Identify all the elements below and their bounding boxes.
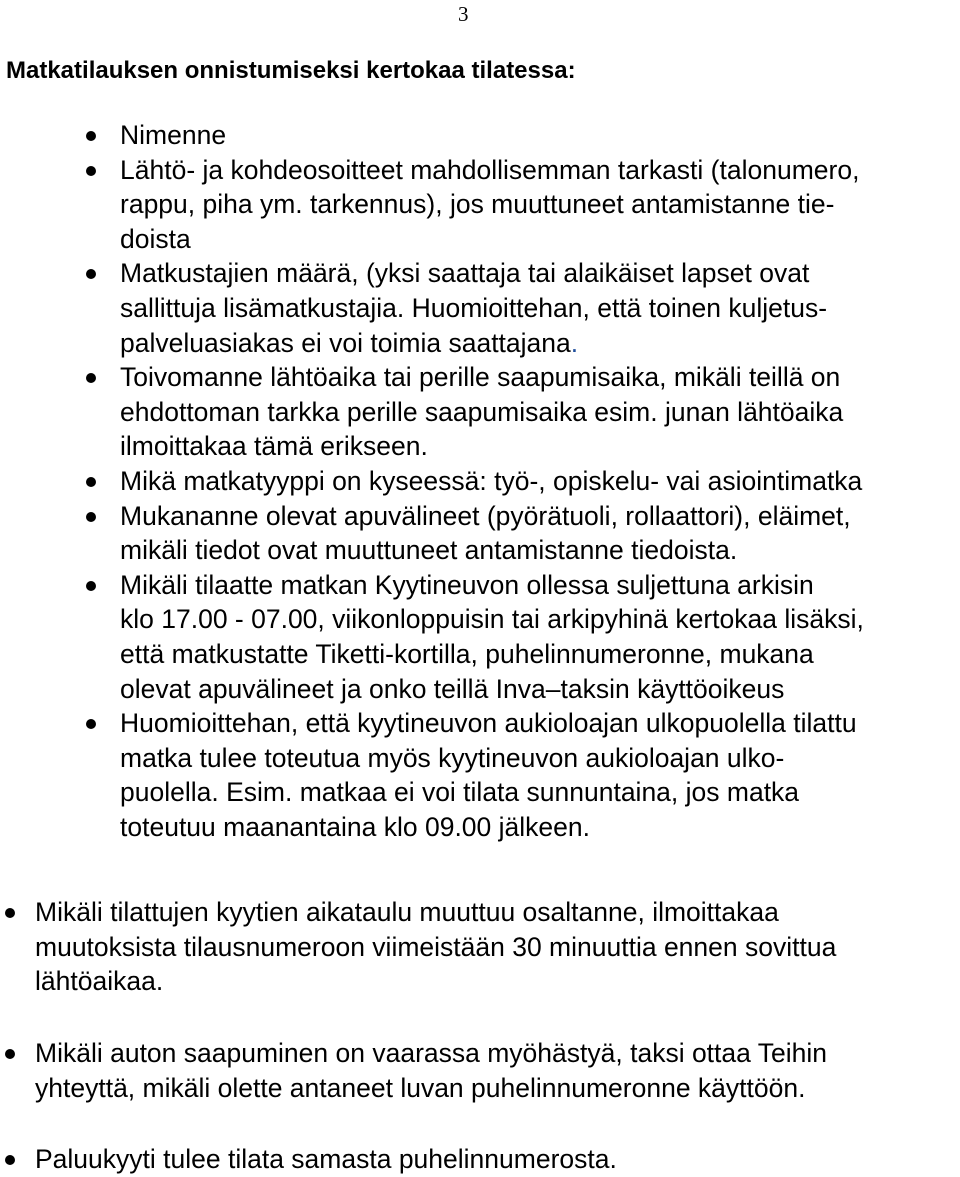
bullet-icon (86, 166, 96, 176)
page-number: 3 (458, 2, 469, 26)
bullet-icon (5, 1049, 15, 1059)
list-item-line: Nimenne (120, 120, 227, 150)
list-item-name (120, 118, 960, 153)
list-item-line-with-accent (120, 326, 960, 361)
list-item-line: ilmoittakaa tämä erikseen. (120, 431, 428, 462)
list-item-line: Huomioittehan, että kyytineuvon aukioloajan ulkopuolella tilattu (120, 708, 857, 739)
bullet-icon (86, 581, 96, 591)
list-item-line: puolella. Esim. matkaa ei voi tilata sunnuntaina, jos matka (120, 777, 800, 808)
list-item-text: palveluasiakas ei voi toimia saattajana (120, 327, 571, 358)
list-item-line: matka tulee toteutua myös kyytineuvon aukioloajan ulko- (120, 742, 785, 773)
list-item-after-hours (120, 568, 960, 706)
list-item-line: Mukananne olevat apuvälineet (pyörätuoli, rollaattori), eläimet, (120, 500, 851, 531)
list-item-line: Mikä matkatyyppi on kyseessä: työ-, opiskelu- vai asiointimatka (120, 465, 863, 496)
notice-car-delay (35, 1036, 960, 1105)
notice-schedule-change (35, 895, 960, 999)
list-item-line: Lähtö- ja kohdeosoitteet mahdollisemman tarkasti (talonumero, (120, 154, 860, 185)
list-item-addresses (120, 153, 960, 257)
accent-period: . (570, 327, 579, 358)
bullet-icon (86, 269, 96, 279)
list-item-trip-type (120, 464, 960, 499)
list-item-opening-hours (120, 706, 960, 844)
list-item-line: Mikäli tilaatte matkan Kyytineuvon ollessa suljettuna arkisin (120, 569, 814, 600)
bullet-icon (86, 512, 96, 522)
list-item-line: olevat apuvälineet ja onko teillä Inva–taksin käyttöoikeus (120, 673, 785, 704)
list-item-departure-time (120, 360, 960, 464)
list-item-aids (120, 499, 960, 568)
bullet-icon (86, 477, 96, 487)
list-item-line: Toivomanne lähtöaika tai perille saapumisaika, mikäli teillä on (120, 362, 841, 393)
list-item-line: ehdottoman tarkka perille saapumisaika esim. junan lähtöaika (120, 396, 844, 427)
list-item-line: mikäli tiedot ovat muuttuneet antamistanne tiedoista. (120, 535, 738, 566)
notice-line: Mikäli auton saapuminen on vaarassa myöhästyä, taksi ottaa Teihin (35, 1038, 828, 1068)
notice-line: Paluukyyti tulee tilata samasta puhelinnumerosta. (35, 1144, 617, 1174)
list-item-line: klo 17.00 - 07.00, viikonloppuisin tai arkipyhinä kertokaa lisäksi, (120, 604, 864, 635)
bullet-icon (86, 373, 96, 383)
bullet-icon (5, 908, 15, 918)
list-item-line: toteutuu maanantaina klo 09.00 jälkeen. (120, 811, 590, 842)
bullet-icon (86, 719, 96, 729)
list-item-passenger-count (120, 256, 960, 360)
requirements-list (120, 118, 960, 844)
notice-line: muutoksista tilausnumeroon viimeistään 30 minuuttia ennen sovittua (35, 931, 837, 962)
notice-line: Mikäli tilattujen kyytien aikataulu muuttuu osaltanne, ilmoittakaa (35, 897, 779, 927)
bullet-icon (5, 1155, 15, 1165)
list-item-line: Matkustajien määrä, (yksi saattaja tai alaikäiset lapset ovat (120, 258, 810, 289)
list-item-line: doista (120, 223, 191, 254)
list-item-line: sallittuja lisämatkustajia. Huomioittehan, että toinen kuljetus- (120, 292, 828, 323)
notice-line: lähtöaikaa. (35, 966, 164, 997)
notice-line: yhteyttä, mikäli olette antaneet luvan puhelinnumeronne käyttöön. (35, 1072, 806, 1103)
page-heading: Matkatilauksen onnistumiseksi kertokaa tilatessa: (6, 57, 576, 84)
bullet-icon (86, 131, 96, 141)
list-item-line: että matkustatte Tiketti-kortilla, puhelinnumeronne, mukana (120, 638, 814, 669)
list-item-line: rappu, piha ym. tarkennus), jos muuttuneet antamistanne tie- (120, 189, 835, 220)
notice-return-trip (35, 1142, 960, 1177)
